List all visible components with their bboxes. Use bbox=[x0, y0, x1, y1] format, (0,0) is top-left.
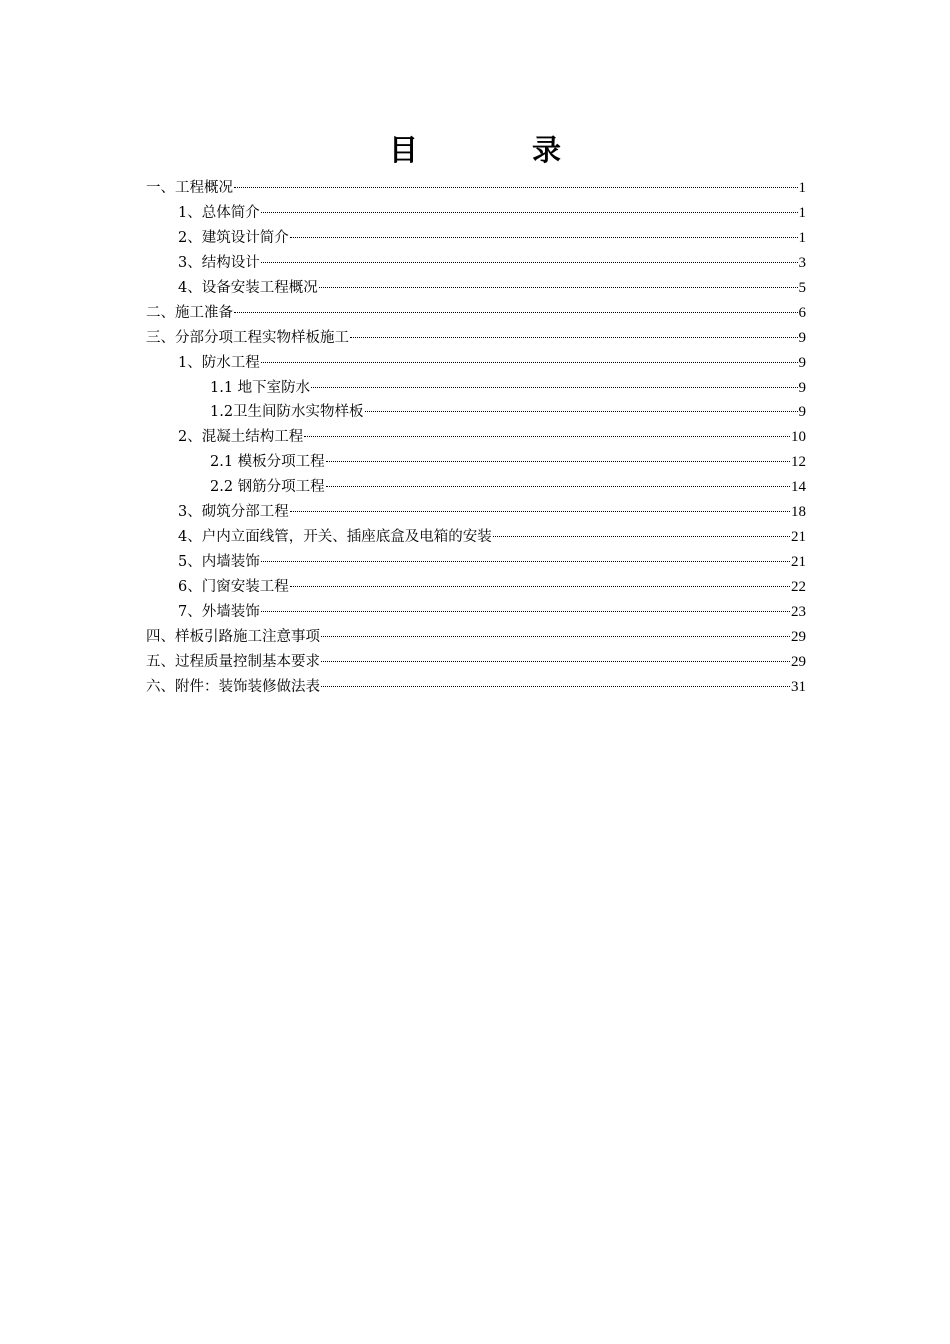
dot-leader bbox=[261, 561, 790, 562]
toc-entry-page-number: 3 bbox=[798, 254, 806, 271]
dot-leader bbox=[290, 237, 798, 238]
dot-leader bbox=[261, 362, 798, 363]
table-of-contents bbox=[146, 176, 806, 700]
toc-entry-label: 6、门窗安装工程 bbox=[178, 579, 289, 595]
toc-entry-label: 4、户内立面线管，开关、插座底盒及电箱的安装 bbox=[178, 529, 492, 546]
toc-entry-page-number: 21 bbox=[791, 554, 806, 571]
toc-entry-label: 五、过程质量控制基本要求 bbox=[146, 653, 320, 670]
toc-entry-page-number: 1 bbox=[798, 229, 806, 246]
toc-entry-label: 三、分部分项工程实物样板施工 bbox=[146, 329, 349, 346]
toc-entry[interactable] bbox=[146, 326, 806, 351]
toc-entry-page-number: 1 bbox=[798, 204, 806, 221]
dot-leader bbox=[290, 586, 790, 587]
toc-entry-page-number: 9 bbox=[798, 329, 806, 346]
toc-entry-page-number: 21 bbox=[791, 529, 806, 546]
toc-entry[interactable] bbox=[146, 226, 806, 251]
dot-leader bbox=[261, 212, 798, 213]
dot-leader bbox=[321, 686, 790, 687]
dot-leader bbox=[321, 636, 790, 637]
toc-entry[interactable] bbox=[146, 351, 806, 376]
toc-entry-page-number: 6 bbox=[798, 304, 806, 321]
toc-entry-label: 六、附件：装饰装修做法表 bbox=[146, 678, 320, 695]
toc-entry[interactable] bbox=[146, 376, 806, 401]
toc-entry-page-number: 10 bbox=[791, 429, 806, 446]
toc-entry-label: 1.1 地下室防水 bbox=[210, 379, 311, 396]
dot-leader bbox=[234, 187, 798, 188]
toc-entry[interactable] bbox=[146, 176, 806, 201]
toc-entry-label: 4、设备安装工程概况 bbox=[178, 279, 318, 296]
toc-entry-label: 四、样板引路施工注意事项 bbox=[146, 628, 320, 645]
dot-leader bbox=[304, 436, 790, 437]
dot-leader bbox=[493, 536, 790, 537]
dot-leader bbox=[365, 411, 798, 412]
dot-leader bbox=[321, 661, 790, 662]
toc-entry-page-number: 22 bbox=[791, 579, 806, 595]
toc-entry-page-number: 12 bbox=[791, 454, 806, 471]
toc-entry-label: 2、建筑设计简介 bbox=[178, 229, 289, 246]
toc-entry-page-number: 5 bbox=[798, 279, 806, 296]
dot-leader bbox=[350, 337, 798, 338]
toc-entry-page-number: 9 bbox=[798, 404, 806, 421]
toc-title: 目 录 bbox=[388, 133, 614, 167]
toc-entry[interactable] bbox=[146, 500, 806, 525]
toc-entry-page-number: 18 bbox=[791, 504, 806, 521]
toc-entry[interactable] bbox=[146, 550, 806, 575]
toc-entry-label: 1、总体简介 bbox=[178, 204, 260, 221]
toc-entry[interactable] bbox=[146, 675, 806, 700]
toc-entry[interactable] bbox=[146, 425, 806, 450]
dot-leader bbox=[326, 486, 790, 487]
toc-entry[interactable] bbox=[146, 400, 806, 425]
toc-entry[interactable] bbox=[146, 600, 806, 625]
dot-leader bbox=[234, 312, 798, 313]
dot-leader bbox=[290, 511, 790, 512]
toc-entry[interactable] bbox=[146, 525, 806, 550]
toc-entry-page-number: 23 bbox=[791, 603, 806, 620]
toc-entry-page-number: 9 bbox=[798, 379, 806, 396]
dot-leader bbox=[311, 387, 797, 388]
toc-entry-label: 2.2 钢筋分项工程 bbox=[210, 479, 325, 496]
toc-entry[interactable] bbox=[146, 450, 806, 475]
toc-entry-label: 3、砌筑分部工程 bbox=[178, 504, 289, 521]
toc-entry-label: 二、施工准备 bbox=[146, 304, 233, 321]
toc-entry[interactable] bbox=[146, 475, 806, 500]
toc-entry-label: 一、工程概况 bbox=[146, 180, 233, 196]
toc-entry-label: 1.2卫生间防水实物样板 bbox=[210, 404, 364, 421]
toc-entry[interactable] bbox=[146, 301, 806, 326]
toc-entry[interactable] bbox=[146, 575, 806, 600]
toc-entry-label: 3、结构设计 bbox=[178, 254, 260, 271]
toc-entry[interactable] bbox=[146, 650, 806, 675]
toc-entry-label: 7、外墙装饰 bbox=[178, 603, 260, 620]
toc-entry-page-number: 29 bbox=[791, 628, 806, 645]
toc-entry-label: 1、防水工程 bbox=[178, 354, 260, 371]
toc-entry[interactable] bbox=[146, 201, 806, 226]
dot-leader bbox=[319, 287, 798, 288]
toc-entry-page-number: 29 bbox=[791, 653, 806, 670]
toc-entry-label: 2.1 模板分项工程 bbox=[210, 454, 325, 471]
dot-leader bbox=[326, 461, 790, 462]
toc-entry-page-number: 14 bbox=[791, 479, 806, 496]
toc-entry[interactable] bbox=[146, 251, 806, 276]
toc-entry-label: 2、混凝土结构工程 bbox=[178, 429, 304, 446]
dot-leader bbox=[261, 262, 798, 263]
toc-entry-label: 5、内墙装饰 bbox=[178, 554, 260, 571]
toc-entry[interactable] bbox=[146, 625, 806, 650]
toc-entry[interactable] bbox=[146, 276, 806, 301]
toc-entry-page-number: 9 bbox=[798, 354, 806, 371]
toc-entry-page-number: 31 bbox=[791, 678, 806, 695]
toc-entry-page-number: 1 bbox=[798, 180, 806, 196]
dot-leader bbox=[261, 611, 790, 612]
